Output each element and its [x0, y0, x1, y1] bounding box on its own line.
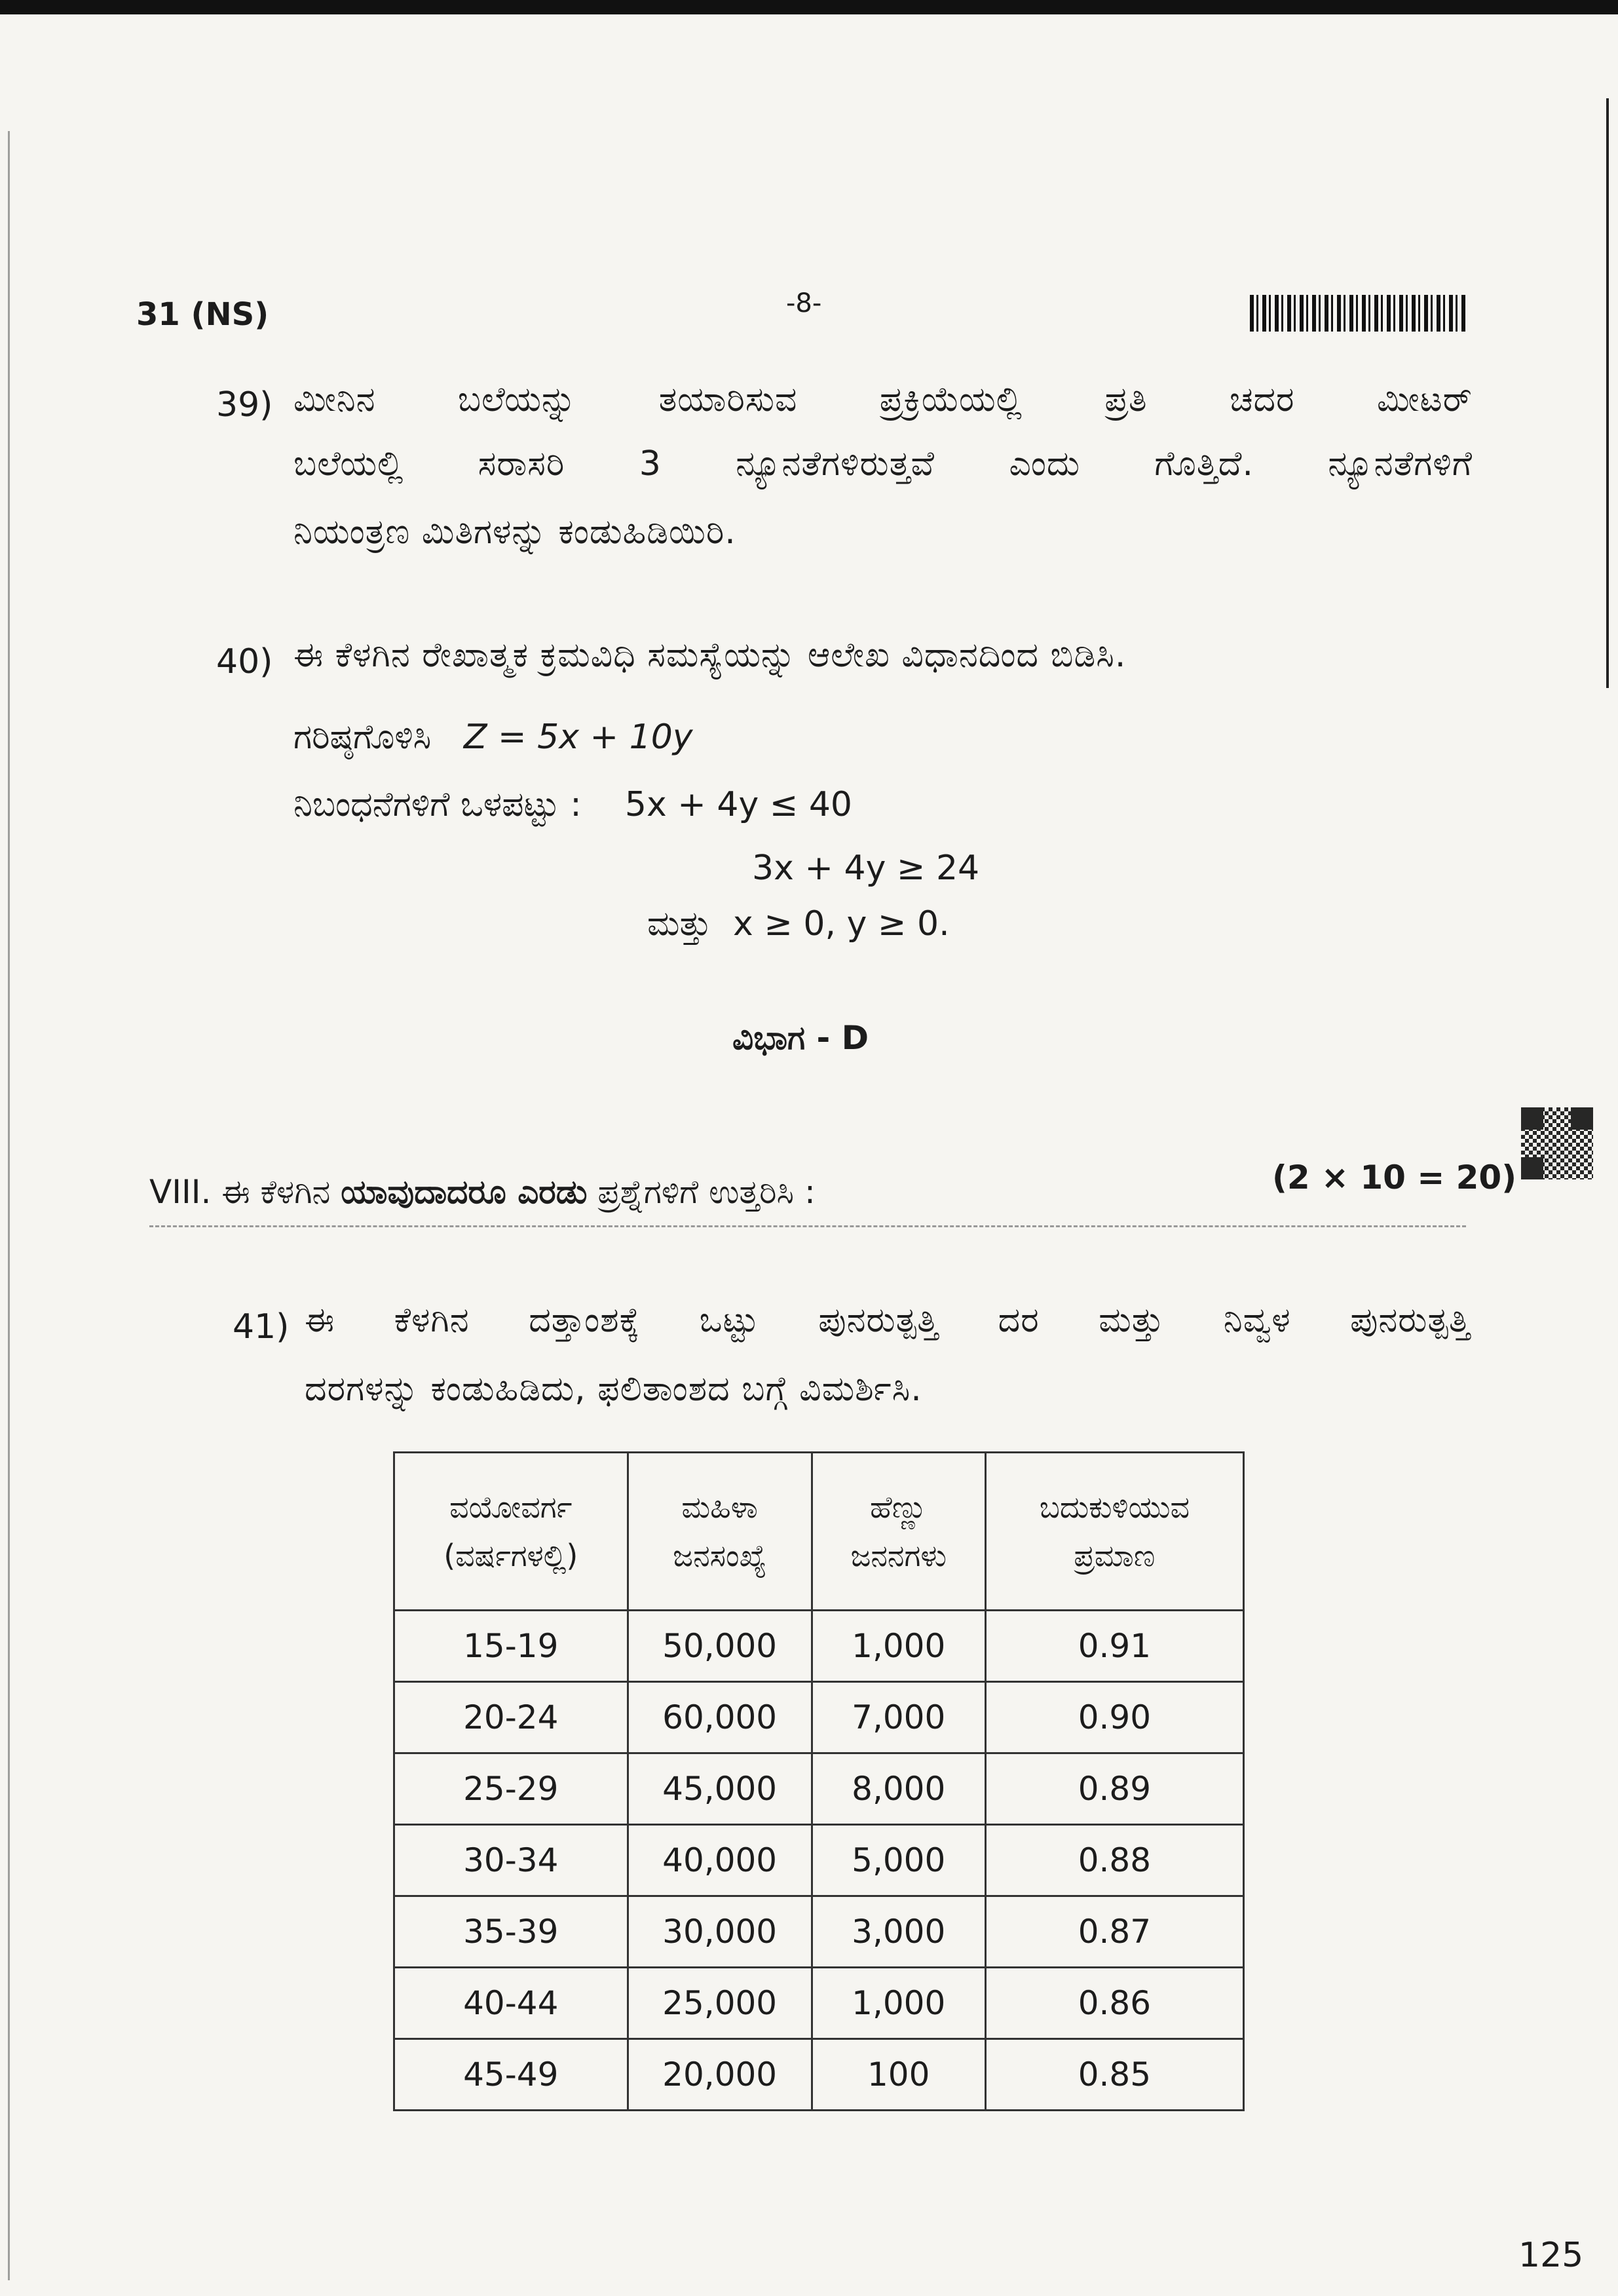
header-survival-rate: ಬದುಕುಳಿಯುವ ಪ್ರಮಾಣ	[985, 1453, 1243, 1611]
word: ಗೊತ್ತಿದೆ.	[1154, 444, 1254, 484]
word: ಪುನರುತ್ಪತ್ತಿ	[1350, 1301, 1471, 1340]
paper-code: 31 (NS)	[136, 296, 269, 333]
lp-constraint-2: 3x + 4y ≥ 24	[752, 849, 980, 888]
objective-label: ಗರಿಷ್ಠಗೊಳಿಸಿ	[293, 718, 432, 757]
question-41-line-1	[305, 1301, 1471, 1341]
word: ನ್ಯೂನತೆಗಳಿಗೆ	[1328, 444, 1473, 484]
table-body	[394, 1611, 1244, 2111]
word: ಮೀಟರ್	[1376, 380, 1473, 419]
page-marker: -8-	[786, 288, 822, 318]
divider	[149, 1225, 1466, 1227]
table-cell: 20-24	[394, 1682, 628, 1753]
instruction-post: ಪ್ರಶ್ನೆಗಳಿಗೆ ಉತ್ತರಿಸಿ :	[597, 1173, 816, 1211]
header-female-births: ಹೆಣ್ಣು ಜನನಗಳು	[812, 1453, 985, 1611]
question-40-number: 40)	[216, 642, 273, 681]
lp-objective	[293, 718, 693, 757]
table-cell: 30,000	[628, 1896, 812, 1968]
question-39-line-2	[293, 444, 1473, 484]
question-39-line-3: ನಿಯಂತ್ರಣ ಮಿತಿಗಳನ್ನು ಕಂಡುಹಿಡಿಯಿರಿ.	[293, 512, 736, 552]
question-41-line-2: ದರಗಳನ್ನು ಕಂಡುಹಿಡಿದು, ಫಲಿತಾಂಶದ ಬಗ್ಗೆ ವಿಮರ್ಶಿಸಿ.	[305, 1369, 922, 1409]
word: ನ್ಯೂನತೆಗಳಿರುತ್ತವೆ	[736, 444, 935, 484]
word: ಬಲೆಯನ್ನು	[457, 380, 577, 419]
word: ಮತ್ತು	[1099, 1301, 1165, 1340]
table-cell: 3,000	[812, 1896, 985, 1968]
word: ಮೀನಿನ	[293, 380, 376, 419]
word: ಈ	[305, 1301, 335, 1340]
word: ಪ್ರಕ್ರಿಯೆಯಲ್ಲಿ	[879, 380, 1023, 419]
qr-code-icon	[1521, 1107, 1593, 1179]
table-cell: 0.87	[985, 1896, 1243, 1968]
word: ಎಂದು	[1009, 444, 1080, 484]
table-cell: 30-34	[394, 1825, 628, 1896]
word: ಸರಾಸರಿ	[478, 444, 565, 484]
word: ಕೆಳಗಿನ	[394, 1301, 470, 1340]
table-row	[394, 1611, 1244, 1682]
table-cell: 8,000	[812, 1753, 985, 1825]
word: ತಯಾರಿಸುವ	[658, 380, 798, 419]
header-female-population: ಮಹಿಳಾ ಜನಸಂಖ್ಯೆ	[628, 1453, 812, 1611]
instruction-bold: ಯಾವುದಾದರೂ ಎರಡು	[341, 1173, 588, 1211]
instruction-number: VIII.	[149, 1173, 212, 1211]
word: ಬಲೆಯಲ್ಲಿ	[293, 444, 404, 484]
word: ಚದರ	[1229, 380, 1295, 419]
table-row	[394, 1968, 1244, 2039]
table-cell: 100	[812, 2039, 985, 2111]
table-cell: 45-49	[394, 2039, 628, 2111]
and-label: ಮತ್ತು	[647, 904, 711, 944]
table-cell: 25-29	[394, 1753, 628, 1825]
table-cell: 15-19	[394, 1611, 628, 1682]
scan-left-edge	[8, 131, 10, 2280]
table-cell: 60,000	[628, 1682, 812, 1753]
table-row	[394, 1825, 1244, 1896]
table-cell: 0.88	[985, 1825, 1243, 1896]
scan-top-border	[0, 0, 1618, 14]
objective-expression: Z = 5x + 10y	[463, 718, 693, 757]
constraint-expression: x ≥ 0, y ≥ 0.	[733, 904, 950, 944]
question-41-number: 41)	[233, 1307, 290, 1347]
population-table	[393, 1451, 1245, 2111]
constraints-label: ನಿಬಂಧನೆಗಳಿಗೆ ಒಳಪಟ್ಟು :	[293, 785, 582, 824]
scan-right-edge	[1606, 98, 1609, 688]
table-cell: 40,000	[628, 1825, 812, 1896]
constraint-expression: 5x + 4y ≤ 40	[624, 785, 853, 824]
word: ಒಟ್ಟು	[699, 1301, 759, 1340]
question-39-line-1	[293, 380, 1473, 420]
table-cell: 40-44	[394, 1968, 628, 2039]
table-header-row	[394, 1453, 1244, 1611]
table-cell: 35-39	[394, 1896, 628, 1968]
page-number: 125	[1518, 2236, 1584, 2275]
table-cell: 7,000	[812, 1682, 985, 1753]
question-40-text: ಈ ಕೆಳಗಿನ ರೇಖಾತ್ಮಕ ಕ್ರಮವಿಧಿ ಸಮಸ್ಯೆಯನ್ನು ಆಲೇಖ ವಿಧಾನದಿಂದ ಬಿಡಿಸಿ.	[293, 636, 1127, 675]
word: ನಿವ್ವಳ	[1223, 1301, 1291, 1340]
barcode-icon	[1250, 295, 1466, 332]
table-row	[394, 1753, 1244, 1825]
table-cell: 1,000	[812, 1968, 985, 2039]
section-instruction	[149, 1173, 816, 1212]
table-cell: 45,000	[628, 1753, 812, 1825]
table-cell: 0.91	[985, 1611, 1243, 1682]
table-cell: 0.86	[985, 1968, 1243, 2039]
section-title: ವಿಭಾಗ - D	[732, 1019, 869, 1057]
word: ದತ್ತಾಂಶಕ್ಕೆ	[529, 1301, 641, 1340]
table-cell: 5,000	[812, 1825, 985, 1896]
table-row	[394, 2039, 1244, 2111]
instruction-pre: ಈ ಕೆಳಗಿನ	[221, 1173, 331, 1211]
table-cell: 0.90	[985, 1682, 1243, 1753]
table-cell: 20,000	[628, 2039, 812, 2111]
lp-constraint-3	[647, 904, 950, 944]
lp-constraint-1	[293, 785, 852, 825]
table-cell: 0.85	[985, 2039, 1243, 2111]
section-marks: (2 × 10 = 20)	[1272, 1158, 1517, 1196]
word: ಪ್ರತಿ	[1104, 380, 1148, 419]
word: 3	[639, 444, 662, 484]
table-cell: 25,000	[628, 1968, 812, 2039]
header-age-group: ವಯೋವರ್ಗ (ವರ್ಷಗಳಲ್ಲಿ)	[394, 1453, 628, 1611]
table-row	[394, 1896, 1244, 1968]
word: ದರ	[998, 1301, 1040, 1340]
question-39-number: 39)	[216, 385, 273, 425]
word: ಪುನರುತ್ಪತ್ತಿ	[818, 1301, 939, 1340]
table-cell: 1,000	[812, 1611, 985, 1682]
table-cell: 0.89	[985, 1753, 1243, 1825]
table-cell: 50,000	[628, 1611, 812, 1682]
table-row	[394, 1682, 1244, 1753]
